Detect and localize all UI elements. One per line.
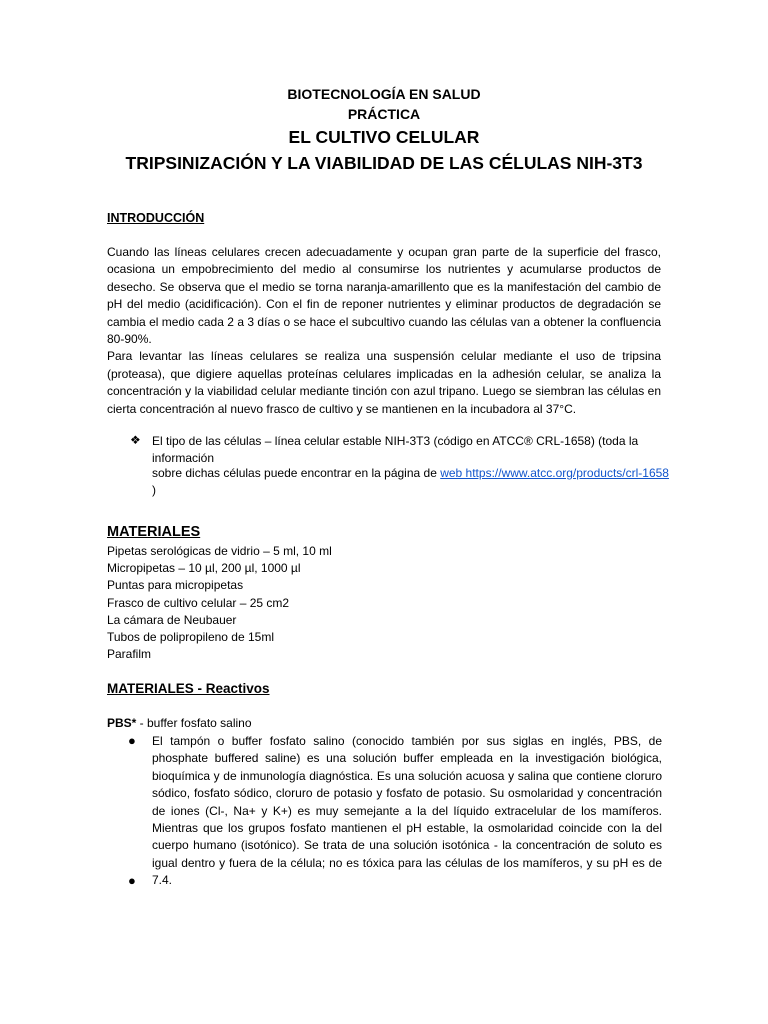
- list-item: Tubos de polipropileno de 15ml: [107, 630, 274, 645]
- diamond-bullet-icon: ❖: [130, 433, 141, 447]
- pbs-label: PBS*: [107, 716, 137, 730]
- intro-paragraph-1: Cuando las líneas celulares crecen adecuadamente y ocupan gran parte de la superficie del frasco, ocasiona un empobrecimiento del medio al consumirse los nutrientes y acumularse productos de desecho. Se observa que el medio se torna naranja-amarillento que es la manifestación del cambio de pH del medio (acidificación). Con el fin de reponer nutrientes y eliminar productos de degradación se cambia el medio cada 2 a 3 días o se hace el subcultivo cuando las células van a obtener la confluencia 80-90%.: [107, 245, 661, 347]
- intro-heading: INTRODUCCIÓN: [107, 211, 205, 225]
- intro-paragraph-2: Para levantar las líneas celulares se realiza una suspensión celular mediante el uso de tripsina (proteasa), que digiere aquellas proteínas celulares implicadas en la adhesión celular, se analiza la concentración y la viabilidad celular mediante tinción con azul tripano. Luego se siembran las células en cierta concentración al nuevo frasco de cultivo y se mantienen en la incubadora al 37°C.: [107, 349, 661, 416]
- empty-bullet-icon: ●: [128, 873, 136, 888]
- cell-type-line-1: El tipo de las células – línea celular estable NIH-3T3 (código en ATCC® CRL-1658) (toda la información: [152, 434, 639, 465]
- materials-heading: MATERIALES: [107, 524, 201, 540]
- atcc-link[interactable]: web https://www.atcc.org/products/crl-1658: [440, 466, 669, 480]
- list-item: Puntas para micropipetas: [107, 578, 244, 593]
- reagents-heading: MATERIALES - Reactivos: [107, 681, 270, 696]
- intro-section: [107, 244, 661, 418]
- list-item: Frasco de cultivo celular – 25 cm2: [107, 595, 290, 610]
- pbs-line: [107, 716, 252, 730]
- materials-list: [107, 543, 332, 663]
- list-item: Micropipetas – 10 µl, 200 µl, 1000 µl: [107, 561, 301, 576]
- list-item: Parafilm: [107, 647, 152, 662]
- document-subtitle: TRIPSINIZACIÓN Y LA VIABILIDAD DE LAS CÉLULAS NIH-3T3: [125, 153, 643, 173]
- bullet-icon: ●: [128, 733, 136, 748]
- cell-type-suffix: ): [152, 483, 156, 497]
- cell-type-text: sobre dichas células puede encontrar en la página de: [152, 466, 441, 480]
- practice-label: PRÁCTICA: [347, 106, 421, 122]
- cell-type-line-2: [152, 465, 672, 499]
- list-item: La cámara de Neubauer: [107, 612, 237, 627]
- pbs-bullet-text: El tampón o buffer fosfato salino (conocido también por sus siglas en inglés, PBS, de phosphate buffered saline) es una solución buffer empleada en la investigación biológica, bioquímica y de inmunología diagnóstica. Es una solución acuosa y salina que contiene cloruro sódico, fosfato sódico, cloruro de potasio y fosfato de potasio. Su osmolaridad y concentración de iones (Cl-, Na+ y K+) es muy semejante a la del líquido extracelular de los mamíferos. Mientras que los grupos fosfato mantienen el pH estable, la osmolaridad coincide con la del cuerpo humano (isotónico). Se trata de una solución isotónica - la concentración de soluto es igual dentro y fuera de la célula; no es tóxica para las células de los mamíferos, y su pH es de 7.4.: [152, 734, 662, 888]
- course-title: BIOTECNOLOGÍA EN SALUD: [287, 86, 481, 102]
- list-item: Pipetas serológicas de vidrio – 5 ml, 10 ml: [107, 544, 332, 558]
- document-title: EL CULTIVO CELULAR: [288, 127, 480, 147]
- pbs-description: - buffer fosfato salino: [136, 716, 252, 730]
